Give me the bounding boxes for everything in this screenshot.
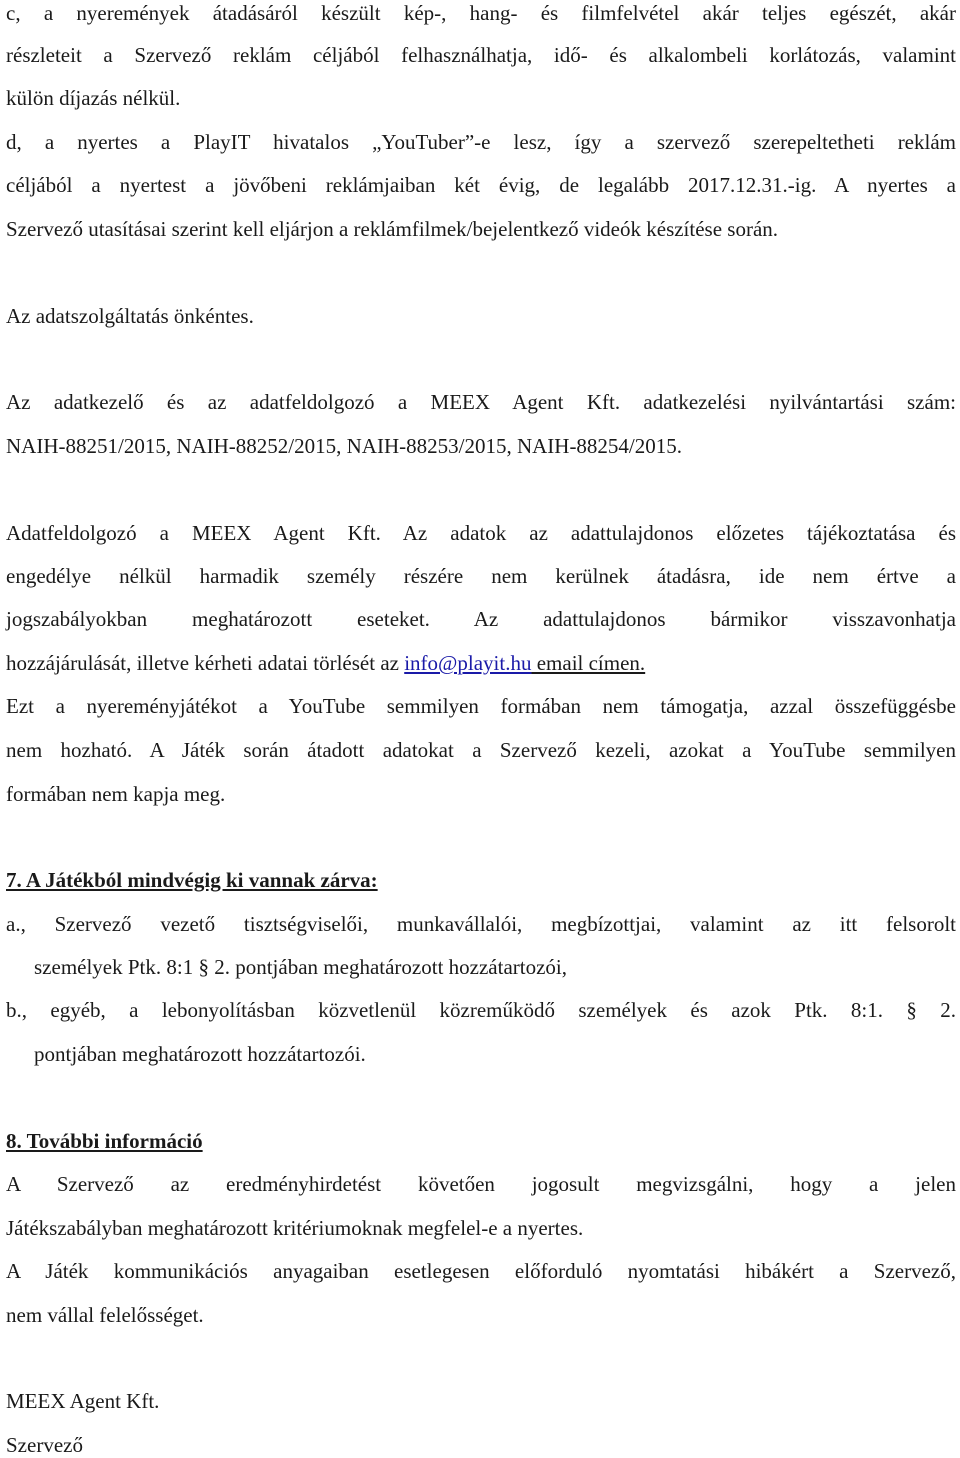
section-7-item-a-line-1: a., Szervező vezető tisztségviselői, munkavállalói, megbízottjai, valamint az itt felsorolt — [6, 912, 956, 936]
section-7-heading: 7. A Játékból mindvégig ki vannak zárva: — [6, 868, 378, 892]
paragraph-c-line-2: részleteit a Szervező reklám céljából felhasználhatja, idő- és alkalombeli korlátozás, valamint — [6, 43, 956, 67]
processor-line-2: engedélye nélkül harmadik személy részére nem kerülnek átadásra, ide nem értve a — [6, 564, 956, 588]
processor-line-1: Adatfeldolgozó a MEEX Agent Kft. Az adatok az adattulajdonos előzetes tájékoztatása és — [6, 521, 956, 545]
section-7-item-b-line-1: b., egyéb, a lebonyolításban közvetlenül közreműködő személyek és azok Ptk. 8:1. § 2. — [6, 998, 956, 1022]
paragraph-c-line-3: külön díjazás nélkül. — [6, 86, 181, 110]
youtube-line-1: Ezt a nyereményjátékot a YouTube semmilyen formában nem támogatja, azzal összefüggésbe — [6, 694, 956, 718]
paragraph-d-line-2: céljából a nyertest a jövőbeni reklámjaiban két évig, de legalább 2017.12.31.-ig. A nyertes a — [6, 173, 956, 197]
section-8-p2-line-2: nem vállal felelősséget. — [6, 1303, 204, 1327]
signature-role: Szervező — [6, 1433, 83, 1457]
youtube-line-3: formában nem kapja meg. — [6, 782, 226, 806]
controller-line-1: Az adatkezelő és az adatfeldolgozó a MEEX Agent Kft. adatkezelési nyilvántartási szám: — [6, 390, 956, 414]
processor-line-4 — [6, 650, 956, 676]
youtube-line-2: nem hozható. A Játék során átadott adatokat a Szervező kezeli, azokat a YouTube semmilyen — [6, 738, 956, 762]
controller-line-2: NAIH-88251/2015, NAIH-88252/2015, NAIH-88253/2015, NAIH-88254/2015. — [6, 434, 683, 458]
section-8-p2-line-1: A Játék kommunikációs anyagaiban esetlegesen előforduló nyomtatási hibákért a Szervező, — [6, 1259, 956, 1283]
section-7-item-a-line-2: személyek Ptk. 8:1 § 2. pontjában meghatározott hozzátartozói, — [34, 955, 567, 979]
section-7-item-b-line-2: pontjában meghatározott hozzátartozói. — [34, 1042, 366, 1066]
email-link[interactable]: info@playit.hu — [404, 651, 532, 675]
paragraph-c-line-1: c, a nyeremények átadásáról készült kép-, hang- és filmfelvétel akár teljes egészét, akár — [6, 1, 956, 25]
processor-line-3: jogszabályokban meghatározott eseteket. Az adattulajdonos bármikor visszavonhatja — [6, 607, 956, 631]
processor-line-4-prefix: hozzájárulását, illetve kérheti adatai törlését az — [6, 651, 405, 675]
paragraph-d-line-3: Szervező utasításai szerint kell eljárjon a reklámfilmek/bejelentkező videók készítése során. — [6, 217, 779, 241]
voluntary-statement: Az adatszolgáltatás önkéntes. — [6, 304, 254, 328]
email-suffix: email címen. — [531, 651, 646, 675]
signature-company: MEEX Agent Kft. — [6, 1389, 160, 1413]
paragraph-d-line-1: d, a nyertes a PlayIT hivatalos „YouTuber”-e lesz, így a szervező szerepeltetheti reklám — [6, 130, 956, 154]
section-8-p1-line-1: A Szervező az eredményhirdetést követően jogosult megvizsgálni, hogy a jelen — [6, 1172, 956, 1196]
section-8-heading: 8. További információ — [6, 1129, 203, 1153]
section-8-p1-line-2: Játékszabályban meghatározott kritériumoknak megfelel-e a nyertes. — [6, 1216, 584, 1240]
